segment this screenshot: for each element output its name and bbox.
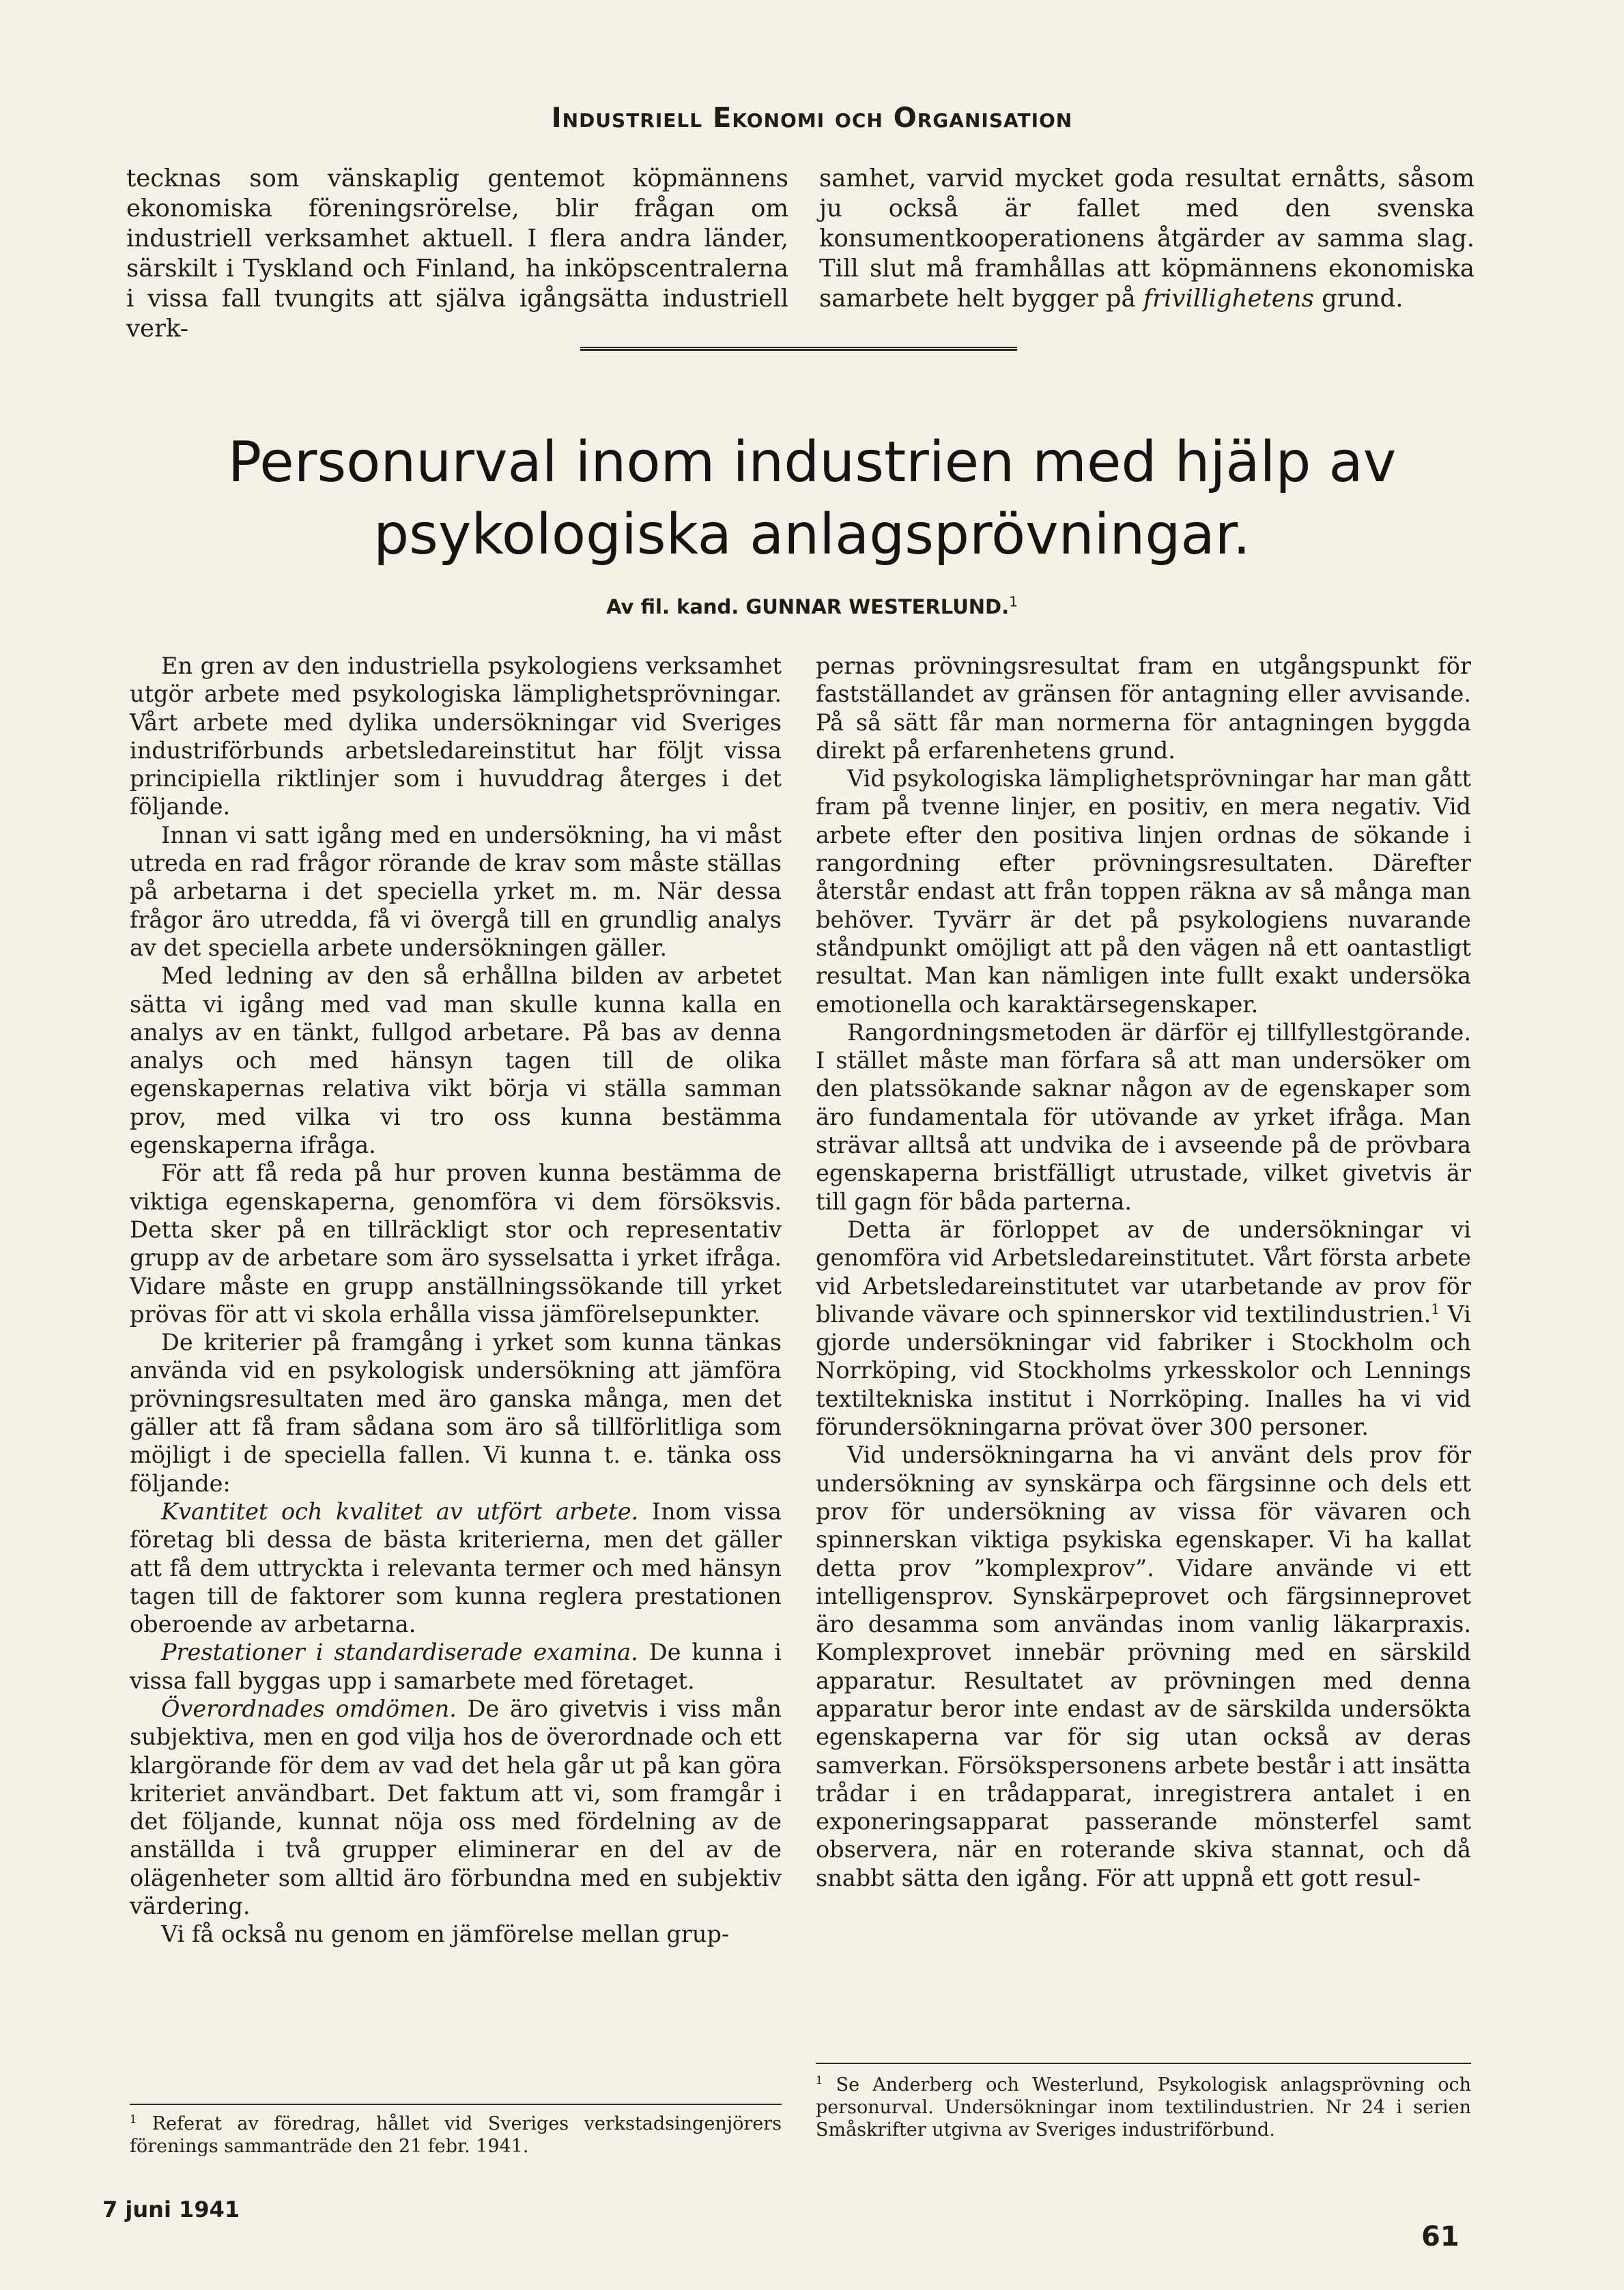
continued-text-right	[819, 164, 1475, 314]
footer-date: 7 juni 1941	[102, 2196, 240, 2222]
paragraph: Prestationer i standardiserade examina. De kunna i vissa fall byggas upp i samarbete med företaget.	[130, 1639, 782, 1694]
title-line-2: psykologiska anlagsprövningar.	[373, 502, 1251, 567]
paragraph: Vid psykologiska lämplighetsprövningar har man gått fram på tvenne linjer, en positiv, en mera negativ. Vid arbete efter den positiva linjen ordnas de sökande i rangordning efter prövningsresultaten. Därefter återstår endast att från toppen räkna av så många man behöver. Tyvärr är det på psykologiens nuvarande ståndpunkt omöjligt att på den vägen nå ett oantastligt resultat. Man kan nämligen inte fullt exakt undersöka emotionella och karaktärsegenskaper.	[816, 765, 1471, 1018]
footnote-divider	[816, 2063, 1471, 2064]
criterion-heading: Kvantitet och kvalitet av utfört arbete.	[161, 1498, 639, 1525]
paragraph: För att få reda på hur proven kunna bestämma de viktiga egenskaperna, genomföra vi dem försöksvis. Detta sker på en tillräckligt stor och representativ grupp av de arbetare som äro sysselsatta i yrket ifråga. Vidare måste en grupp anställningssökande till yrket prövas för att vi skola erhålla vissa jämförelsepunkter.	[130, 1160, 782, 1328]
footnote-marker: 1	[1431, 1300, 1440, 1317]
paragraph: De kriterier på framgång i yrket som kunna tänkas använda vid en psykologisk undersökning att jämföra prövningsresultaten med äro ganska många, men det gäller att få fram sådana som äro så tillförlitliga som möjligt i de speciella fallen. Vi kunna t. e. tänka oss följande:	[130, 1329, 782, 1497]
byline: Av fil. kand. GUNNAR WESTERLUND.$^1$	[606, 593, 1018, 618]
paragraph: Överordnades omdömen. De äro givetvis i viss mån subjektiva, men en god vilja hos de överordnade och ett klargörande för dem av vad det hela går ut på kan göra kriteriet användbart. Det faktum att vi, som framgår i det följande, kunnat nöja oss med fördelning av de anställda i två grupper eliminerar en del av de olägenheter som alltid äro förbundna med en subjektiv värdering.	[130, 1695, 782, 1920]
article-column-right	[816, 652, 1471, 1892]
paragraph: tecknas som vänskaplig gentemot köpmännens ekonomiska föreningsrörelse, blir frågan om industriell verksamhet aktuell. I flera andra länder, särskilt i Tyskland och Finland, ha inköpscentralerna i vissa fall tvungits att själva igångsätta industriell verk-	[126, 164, 788, 343]
paragraph: Detta är förloppet av de undersökningar vi genomföra vid Arbetsledareinstitutet. Vårt första arbete vid Arbetsledareinstitutet var utarbetande av prov för blivande vävare och spinnerskor vid textilindustrien.$^1$ Vi gjorde undersökningar vid fabriker i Stockholm och Norrköping, vid Stockholms yrkesskolor och Lennings textiltekniska institut i Norrköping. Inalles ha vi vid förundersökningarna prövat över 300 personer.	[816, 1216, 1471, 1441]
paragraph: Innan vi satt igång med en undersökning, ha vi måst utreda en rad frågor rörande de krav som måste ställas på arbetarna i det speciella yrket m. m. När dessa frågor äro utredda, få vi övergå till en grundlig analys av det speciella arbete undersökningen gäller.	[130, 821, 782, 961]
footnote-left: $^1$ Referat av föredrag, hållet vid Sveriges verkstadsingenjörers förenings sammanträde den 21 febr. 1941.	[130, 2113, 782, 2157]
paragraph: samhet, varvid mycket goda resultat ernåtts, såsom ju också är fallet med den svenska konsumentkooperationens åtgärder av samma slag. Till slut må framhållas att köpmännens ekonomiska samarbete helt bygger på frivillighetens grund.	[819, 164, 1475, 313]
paragraph: Med ledning av den så erhållna bilden av arbetet sätta vi igång med vad man skulle kunna kalla en analys av en tänkt, fullgod arbetare. På bas av denna analys och med hänsyn tagen till de olika egenskapernas relativa vikt börja vi ställa samman prov, med vilka vi tro oss kunna bestämma egenskaperna ifråga.	[130, 962, 782, 1159]
paragraph: Kvantitet och kvalitet av utfört arbete. Inom vissa företag bli dessa de bästa kriterierna, men det gäller att få dem uttryckta i relevanta termer och med hänsyn tagen till de faktorer som kunna reglera prestationen oberoende av arbetarna.	[130, 1498, 782, 1638]
footnote-divider	[130, 2104, 782, 2105]
footnote-right: $^1$ Se Anderberg och Westerlund, Psykologisk anlagsprövning och personurval. Undersökningar inom textilindustrien. Nr 24 i serien Småskrifter utgivna av Sveriges industriförbund.	[816, 2074, 1471, 2141]
paragraph: pernas prövningsresultat fram en utgångspunkt för fastställandet av gränsen för antagning eller avvisande. På så sätt får man normerna för antagningen byggda direkt på erfarenhetens grund.	[816, 653, 1471, 764]
criterion-heading: Överordnades omdömen.	[161, 1695, 457, 1722]
running-head: Industriell Ekonomi och Organisation	[551, 102, 1073, 134]
page-number: 61	[1421, 2221, 1459, 2252]
section-divider	[580, 347, 1017, 351]
footnote-marker: 1	[1009, 593, 1018, 610]
footnote-marker: 1	[130, 2113, 137, 2126]
paragraph: Rangordningsmetoden är därför ej tillfyllestgörande. I stället måste man förfara så att man undersöker om den platssökande saknar någon av de egenskaper som äro fundamentala för utövande av yrket ifråga. Man strävar alltså att undvika de i avseende på de prövbara egenskaperna bristfälligt utrustade, vilket givetvis är till gagn för båda parterna.	[816, 1018, 1471, 1215]
article-title	[0, 427, 1624, 571]
paragraph: Vid undersökningarna ha vi använt dels prov för undersökning av synskärpa och färgsinne och dels ett prov för undersökning av vissa för vävaren och spinnerskan viktiga psykiska egenskaper. Vi ha kallat detta prov ”komplexprov”. Vidare använde vi ett intelligensprov. Synskärpeprovet och färgsinneprovet äro desamma som användas inom vanlig läkarpraxis. Komplexprovet innebär prövning med en särskild apparatur. Resultatet av prövningen med denna apparatur beror inte endast av de särskilda undersökta egenskaperna var för sig utan också av deras samverkan. Försökspersonens arbete består i att insätta trådar i en trådapparat, inregistrera antalet i en exponeringsapparat passerande mönsterfel samt observera, när en roterande skiva stannat, och då snabbt sätta den igång. För att uppnå ett gott resul-	[816, 1442, 1471, 1891]
title-line-1: Personurval inom industrien med hjälp av	[227, 430, 1397, 495]
continued-text-left	[126, 164, 788, 344]
footnote-marker: 1	[816, 2074, 823, 2087]
paragraph: En gren av den industriella psykologiens verksamhet utgör arbete med psykologiska lämplighetsprövningar. Vårt arbete med dylika undersökningar vid Sveriges industriförbunds arbetsledareinstitut har följt vissa principiella riktlinjer som i huvuddrag återges i det följande.	[130, 653, 782, 820]
emphasis: frivillighetens	[1143, 285, 1314, 313]
criterion-heading: Prestationer i standardiserade examina.	[161, 1639, 638, 1666]
article-column-left	[130, 652, 782, 1949]
paragraph: Vi få också nu genom en jämförelse mellan grup-	[161, 1921, 730, 1948]
